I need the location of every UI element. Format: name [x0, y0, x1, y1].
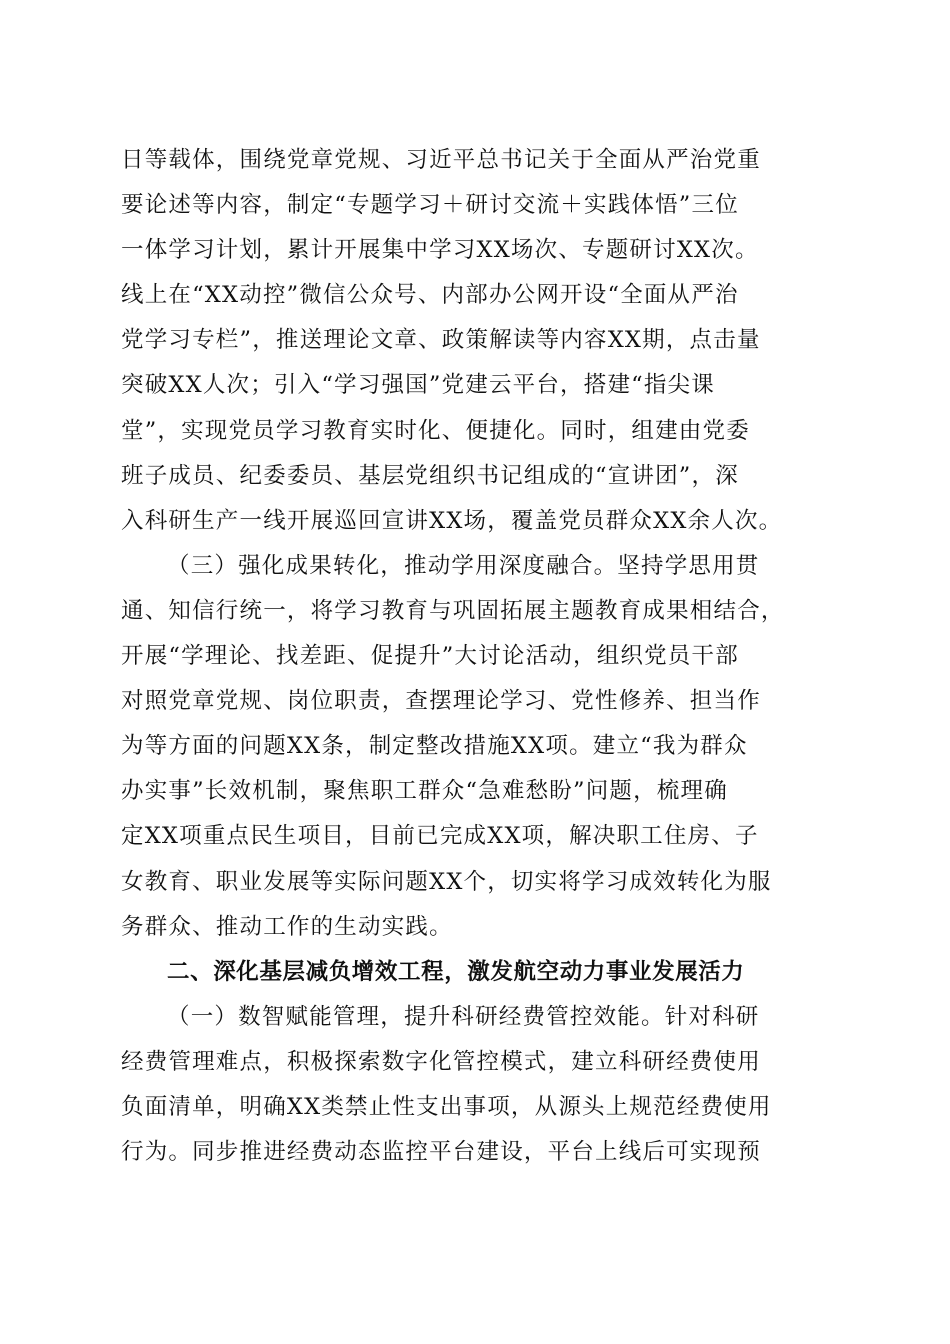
paragraph-line: 行为。同步推进经费动态监控平台建设，平台上线后可实现预 [121, 1139, 761, 1166]
paragraph-line: 女教育、职业发展等实际问题XX个，切实将学习成效转化为服 [121, 868, 772, 895]
paragraph-line: 定XX项重点民生项目，目前已完成XX项，解决职工住房、子 [121, 823, 759, 850]
paragraph-line: 开展“学理论、找差距、促提升”大讨论活动，组织党员干部 [121, 643, 739, 670]
paragraph-line: 办实事”长效机制，聚焦职工群众“急难愁盼”问题，梳理确 [121, 778, 728, 805]
paragraph-line: 要论述等内容，制定“专题学习＋研讨交流＋实践体悟”三位 [121, 192, 739, 219]
paragraph-line: 班子成员、纪委委员、基层党组织书记组成的“宣讲团”，深 [121, 462, 739, 489]
paragraph-line: 务群众、推动工作的生动实践。 [121, 913, 453, 940]
paragraph-line: 党学习专栏”，推送理论文章、政策解读等内容XX期，点击量 [121, 327, 761, 354]
paragraph-line-indented: （三）强化成果转化，推动学用深度融合。坚持学思用贯 [167, 552, 760, 579]
section-heading: 二、深化基层减负增效工程，激发航空动力事业发展活力 [167, 958, 745, 985]
paragraph-line: 通、知信行统一，将学习教育与巩固拓展主题教育成果相结合， [121, 597, 785, 624]
paragraph-line: 突破XX人次；引入“学习强国”党建云平台，搭建“指尖课 [121, 372, 715, 399]
paragraph-line: 为等方面的问题XX条，制定整改措施XX项。建立“我为群众 [121, 733, 748, 760]
paragraph-line: 入科研生产一线开展巡回宣讲XX场，覆盖党员群众XX余人次。 [121, 507, 783, 534]
paragraph-line: 日等载体，围绕党章党规、习近平总书记关于全面从严治党重 [121, 147, 761, 173]
document-body [121, 138, 831, 1175]
paragraph-line: 对照党章党规、岗位职责，查摆理论学习、党性修养、担当作 [121, 688, 761, 715]
paragraph-line: 经费管理难点，积极探索数字化管控模式，建立科研经费使用 [121, 1048, 761, 1075]
paragraph-line: 负面清单，明确XX类禁止性支出事项，从源头上规范经费使用 [121, 1093, 772, 1120]
paragraph-line: 一体学习计划，累计开展集中学习XX场次、专题研讨XX次。 [121, 237, 759, 264]
paragraph-line: 堂”，实现党员学习教育实时化、便捷化。同时，组建由党委 [121, 417, 750, 444]
paragraph-line-indented: （一）数智赋能管理，提升科研经费管控效能。针对科研 [167, 1003, 760, 1030]
paragraph-line: 线上在“XX动控”微信公众号、内部办公网开设“全面从严治 [121, 282, 739, 309]
